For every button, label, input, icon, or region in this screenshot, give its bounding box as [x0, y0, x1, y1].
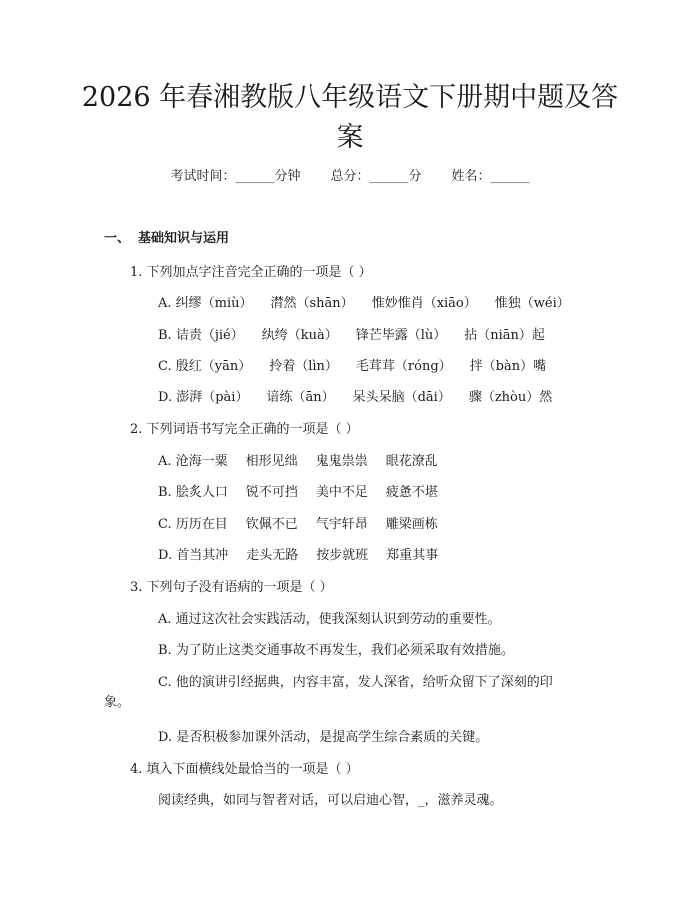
option-word: 钦佩不已	[245, 517, 298, 532]
option-label: B. 脍炙人口	[158, 485, 228, 500]
exam-meta	[0, 167, 700, 187]
option-row	[158, 294, 588, 314]
option-word: 锐不可挡	[245, 485, 298, 500]
option-word: 纨绔（kuà）	[261, 328, 338, 343]
option-row	[158, 357, 564, 377]
option-row	[158, 452, 456, 472]
option-row	[158, 388, 570, 408]
option-word: 雕梁画栋	[385, 517, 438, 532]
option-word: 锋芒毕露（lù）	[355, 328, 447, 343]
section-number: 一、	[104, 231, 131, 246]
exam-name: 姓名：______	[451, 169, 530, 184]
option-word: 拌（bàn）嘴	[469, 359, 547, 374]
option-row: D. 是否积极参加课外活动，是提高学生综合素质的关键。	[158, 730, 489, 745]
option-word: 惟妙惟肖（xiāo）	[371, 296, 477, 311]
option-word: 鬼鬼祟祟	[315, 454, 368, 469]
option-word: 呆头呆脑（dāi）	[352, 390, 451, 405]
option-word: 毛茸茸（róng）	[355, 359, 452, 374]
option-word: 骤（zhòu）然	[468, 390, 553, 405]
section-heading	[104, 229, 229, 249]
option-word: 谙练（ān）	[266, 390, 335, 405]
section-title: 基础知识与运用	[138, 231, 230, 246]
option-word: 拎着（lìn）	[269, 359, 338, 374]
option-word: 惟独（wéi）	[494, 296, 570, 311]
title-line-1: 2026 年春湘教版八年级语文下册期中题及答	[81, 82, 619, 113]
option-label: B. 诘责（jié）	[158, 328, 244, 343]
option-word: 疲惫不堪	[385, 485, 438, 500]
option-word: 美中不足	[315, 485, 368, 500]
option-row	[158, 483, 456, 503]
option-row	[158, 546, 456, 566]
option-word: 眼花潦乱	[385, 454, 438, 469]
option-word: 相形见绌	[245, 454, 298, 469]
option-label: C. 历历在目	[158, 517, 228, 532]
option-word: 气宇轩昂	[315, 517, 368, 532]
question-stem: 2. 下列词语书写完全正确的一项是（ ）	[130, 422, 359, 437]
option-row: A. 通过这次社会实践活动，使我深刻认识到劳动的重要性。	[158, 612, 501, 627]
option-label: C. 殷红（yān）	[158, 359, 252, 374]
option-label: A. 沧海一粟	[158, 454, 228, 469]
option-label: A. 纠缪（miù）	[158, 296, 253, 311]
option-label: D. 首当其冲	[158, 548, 229, 563]
exam-time: 考试时间：______分钟	[170, 169, 301, 184]
question-stem: 3. 下列句子没有语病的一项是（ ）	[130, 580, 333, 595]
question-stem: 4. 填入下面横线处最恰当的一项是（ ）	[130, 762, 359, 777]
question-stem: 1. 下列加点字注音完全正确的一项是（ ）	[130, 265, 372, 280]
option-row: C. 他的演讲引经据典，内容丰富，发人深省，给听众留下了深刻的印	[158, 675, 553, 690]
option-row	[158, 326, 563, 346]
option-word: 按步就班	[316, 548, 369, 563]
option-word: 拈（niān）起	[464, 328, 545, 343]
option-word: 走头无路	[246, 548, 299, 563]
exam-score: 总分：______分	[330, 169, 422, 184]
title-line-2: 案	[336, 122, 364, 153]
option-word: 潸然（shān）	[270, 296, 354, 311]
document-title	[60, 78, 640, 158]
option-row: B. 为了防止这类交通事故不再发生，我们必须采取有效措施。	[158, 643, 514, 658]
option-continuation: 象。	[104, 695, 131, 710]
option-label: D. 澎湃（pài）	[158, 390, 249, 405]
option-word: 郑重其事	[386, 548, 439, 563]
question-passage: 阅读经典，如同与智者对话，可以启迪心智，_，滋养灵魂。	[158, 793, 503, 808]
option-row	[158, 515, 456, 535]
